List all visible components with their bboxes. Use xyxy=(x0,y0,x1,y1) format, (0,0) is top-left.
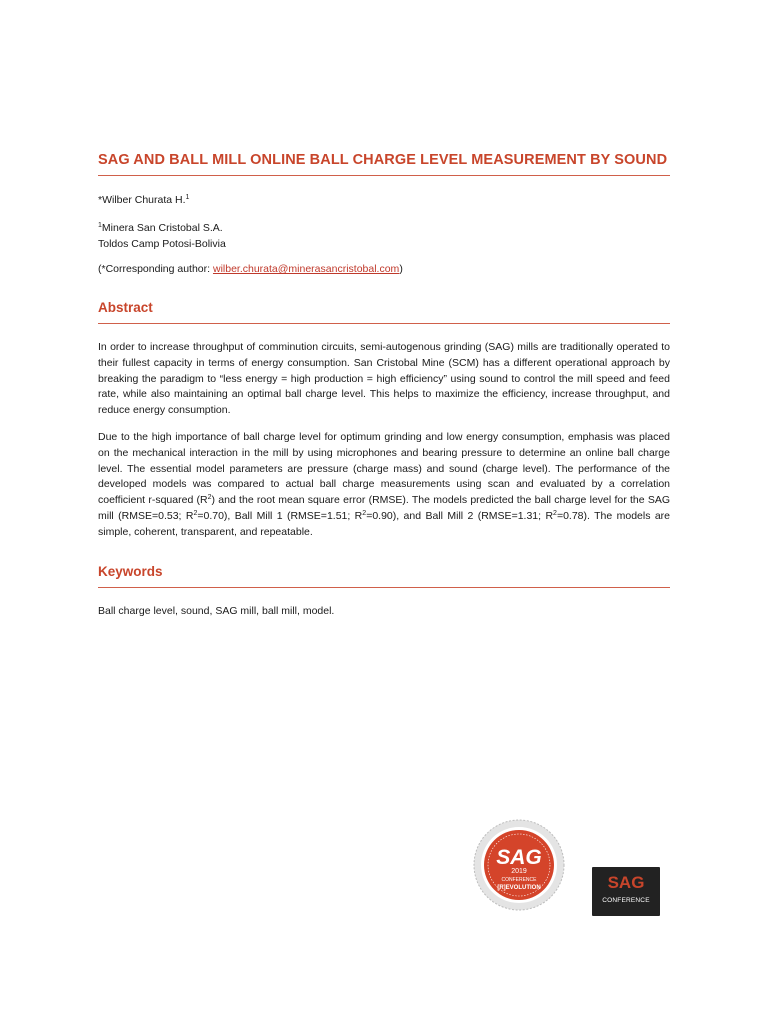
corresponding-email-link[interactable]: wilber.churata@minerasancristobal.com xyxy=(212,263,400,275)
keywords-rule xyxy=(98,587,670,588)
seal-line1: CONFERENCE xyxy=(501,877,537,883)
author-name: *Wilber Churata H. xyxy=(98,194,186,206)
abstract-paragraph-2 xyxy=(98,430,670,541)
corresponding-prefix: (*Corresponding author: xyxy=(98,263,213,275)
seal-brand: SAG xyxy=(496,846,542,869)
affiliation-name: Minera San Cristobal S.A. xyxy=(101,222,223,234)
r-squared-sup: 2 xyxy=(553,509,557,517)
abstract-rule xyxy=(98,323,670,324)
sag-2019-seal-logo xyxy=(472,818,566,912)
seal-line2: [R]EVOLUTION xyxy=(497,885,541,891)
keywords-text: Ball charge level, sound, SAG mill, ball mill, model. xyxy=(98,605,335,617)
corresponding-suffix: ) xyxy=(399,263,403,275)
sag-conference-badge-logo xyxy=(592,867,660,916)
abstract-paragraph-1: In order to increase throughput of comminution circuits, semi-autogenous grinding (SAG) mills are traditionally operated to their fullest capacity in terms of energy consumption. San Cristobal Mine (SCM) has a different operational approach by breaking the paradigm to “less energy = high production = high efficiency” using sound to control the mill speed and feed rate, while also maintaining an optimal ball charge level. This helps to maximize the efficiency, increase throughput, and reduce energy consumption. xyxy=(98,341,670,417)
r-squared-sup: 2 xyxy=(362,509,367,517)
badge-brand: SAG xyxy=(607,873,645,892)
abstract-p2-part-a: Due to the high importance of ball charge level for optimum grinding and low energy consumption, emphasis was placed on the mechanical interaction in the mill by using microphones and bearing pressure to determine an online ball charge level. The essential model parameters are pressure (charge mass) and sound (charge level). The performance of the developed models was compared to actual ball charge measurements using scan and evaluated by a correlation coefficient r-squared (R xyxy=(98,431,670,507)
title-rule xyxy=(98,175,670,176)
badge-line: CONFERENCE xyxy=(602,897,650,904)
affiliation-sup: 1 xyxy=(98,222,102,229)
keywords-heading: Keywords xyxy=(98,564,163,579)
abstract-p2-part-e: =0.78). The models are simple, coherent, transparent, and repeatable. xyxy=(98,509,671,538)
abstract-heading: Abstract xyxy=(98,300,153,315)
author-line xyxy=(98,193,670,209)
abstract-p2-part-b: ) and the root mean square error (RMSE). The models predicted the ball charge level for the SAG mill (RMSE=0.53; R xyxy=(98,494,670,522)
affiliation xyxy=(98,221,670,253)
affiliation-address: Toldos Camp Potosi-Bolivia xyxy=(98,237,226,250)
author-sup: 1 xyxy=(185,194,190,201)
abstract-p2-part-c: =0.70), Ball Mill 1 (RMSE=1.51; R xyxy=(197,509,363,522)
r-squared-sup: 2 xyxy=(193,509,198,517)
paper-title: SAG AND BALL MILL ONLINE BALL CHARGE LEVEL MEASUREMENT BY SOUND xyxy=(98,152,668,168)
abstract-p2-part-d: =0.90), and Ball Mill 2 (RMSE=1.31; R xyxy=(366,509,554,522)
affiliation-name-line xyxy=(98,221,670,237)
r-squared-sup: 2 xyxy=(207,494,212,502)
corresponding-author xyxy=(98,262,670,278)
seal-year: 2019 xyxy=(511,868,527,875)
